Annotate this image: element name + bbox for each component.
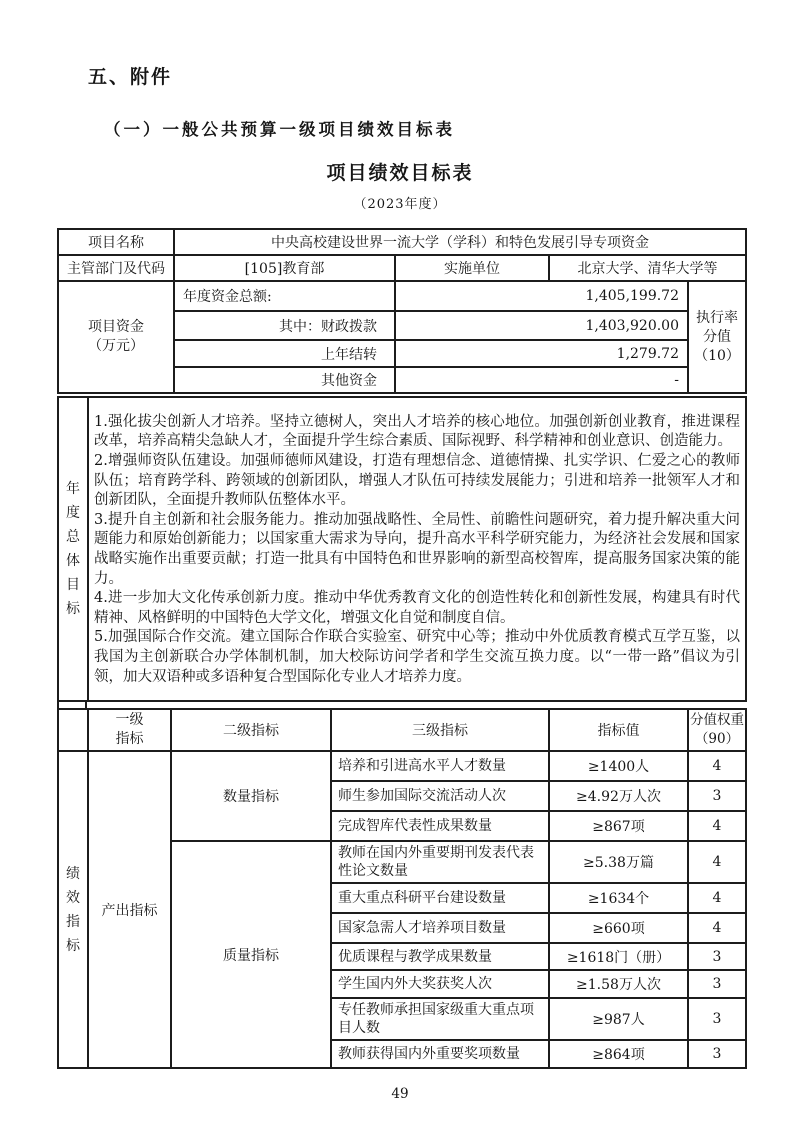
funding-other-value: -	[395, 367, 688, 393]
funding-fiscal-value: 1,403,920.00	[395, 311, 688, 340]
indicator-name: 完成智库代表性成果数量	[331, 811, 549, 841]
table-subtitle: （2023年度）	[353, 197, 447, 212]
level1-header-line2: 指标	[115, 731, 144, 747]
level2-header: 二级指标	[171, 709, 331, 751]
implementing-unit-label: 实施单位	[395, 255, 549, 281]
indicator-value: ≥987人	[549, 998, 688, 1040]
annual-goals-vertical-label: 年度总体目标	[58, 397, 88, 701]
indicator-weight: 3	[688, 970, 746, 998]
indicator-value: ≥660项	[549, 913, 688, 943]
funding-total-value: 1,405,199.72	[395, 281, 688, 311]
goal-paragraph-1: 1.强化拔尖创新人才培养。坚持立德树人，突出人才培养的核心地位。加强创新创业教育，推进课程改革，培养高精尖急缺人才，全面提升学生综合素质、国际视野、科学精神和创业意识、创造能力。	[94, 413, 740, 450]
funding-fiscal-label: 其中：财政拨款	[174, 311, 395, 340]
indicator-name: 教师获得国内外重要奖项数量	[331, 1040, 549, 1068]
level2-quality-label: 质量指标	[171, 841, 331, 1068]
indicator-name: 师生参加国际交流活动人次	[331, 781, 549, 811]
department-label: 主管部门及代码	[58, 255, 174, 281]
tables-region	[57, 228, 745, 1069]
funding-total-label: 年度资金总额:	[174, 281, 395, 311]
level3-header: 三级指标	[331, 709, 549, 751]
indicator-name: 教师在国内外重要期刊发表代表性论文数量	[331, 841, 549, 883]
weight-header-line1: 分值权重	[690, 712, 744, 728]
indicator-name: 重大重点科研平台建设数量	[331, 883, 549, 913]
left-column-border-stub	[57, 702, 87, 708]
funding-other-label: 其他资金	[174, 367, 395, 393]
indicator-weight: 4	[688, 811, 746, 841]
annual-goals-text	[88, 397, 746, 701]
funding-carryover-label: 上年结转	[174, 340, 395, 367]
project-name-value: 中央高校建设世界一流大学（学科）和特色发展引导专项资金	[174, 229, 746, 255]
performance-vertical-label: 绩效指标	[58, 751, 88, 1068]
indicator-name: 国家急需人才培养项目数量	[331, 913, 549, 943]
indicator-value: ≥864项	[549, 1040, 688, 1068]
project-name-label: 项目名称	[58, 229, 174, 255]
funding-label-line2: （万元）	[88, 338, 144, 354]
indicator-value: ≥4.92万人次	[549, 781, 688, 811]
indicator-weight: 3	[688, 781, 746, 811]
indicator-value: ≥1400人	[549, 751, 688, 781]
indicator-weight: 4	[688, 841, 746, 883]
indicator-value: ≥867项	[549, 811, 688, 841]
level2-quantity-label: 数量指标	[171, 751, 331, 841]
goal-paragraph-4: 4.进一步加大文化传承创新力度。推动中华优秀教育文化的创造性转化和创新性发展，构建具有时代精神、风格鲜明的中国特色大学文化，增强文化自觉和制度自信。	[94, 590, 740, 626]
funding-total-row	[58, 281, 746, 311]
level1-header-line1: 一级	[115, 712, 144, 728]
annual-goals-table	[57, 396, 747, 702]
goal-paragraph-5: 5.加强国际合作交流。建立国际合作联合实验室、研究中心等；推动中外优质教育模式互学互鉴，以我国为主创新联合办学体制机制，加大校际访问学者和学生交流互换力度。以“一带一路”倡议为引领，加大双语种或多语种复合型国际化专业人才培养力度。	[94, 629, 740, 685]
execution-rate-line3: （10）	[694, 347, 740, 364]
indicator-value: ≥1634个	[549, 883, 688, 913]
indicator-weight: 3	[688, 998, 746, 1040]
indicator-value: ≥5.38万篇	[549, 841, 688, 883]
implementing-unit-value: 北京大学、清华大学等	[549, 255, 746, 281]
indicators-header-row	[58, 709, 746, 751]
indicator-name: 专任教师承担国家级重大重点项目人数	[331, 998, 549, 1040]
department-row	[58, 255, 746, 281]
corner-cell	[58, 709, 88, 751]
funding-carryover-value: 1,279.72	[395, 340, 688, 367]
level1-output-label: 产出指标	[88, 751, 171, 1068]
indicator-weight: 3	[688, 1040, 746, 1068]
funding-label-line1: 项目资金	[88, 319, 144, 335]
indicator-name: 优质课程与教学成果数量	[331, 943, 549, 970]
indicator-row	[58, 751, 746, 781]
indicator-weight: 4	[688, 913, 746, 943]
project-name-row	[58, 229, 746, 255]
execution-rate-label	[688, 281, 746, 393]
funding-label	[58, 281, 174, 393]
level1-header	[88, 709, 171, 751]
value-header: 指标值	[549, 709, 688, 751]
weight-header-line2: （90）	[694, 731, 740, 747]
indicator-name: 学生国内外大奖获奖人次	[331, 970, 549, 998]
weight-header	[688, 709, 746, 751]
execution-rate-line1: 执行率	[696, 309, 738, 326]
department-value: [105]教育部	[174, 255, 395, 281]
indicator-name: 培养和引进高水平人才数量	[331, 751, 549, 781]
sub-heading: （一）一般公共预算一级项目绩效目标表	[104, 120, 455, 139]
table-gap	[57, 702, 745, 708]
goal-paragraph-3: 3.提升自主创新和社会服务能力。推动加强战略性、全局性、前瞻性问题研究，着力提升解决重大问题能力和原始创新能力；以国家重大需求为导向，提升高水平科学研究能力，为经济社会发展和国家战略实施作出重要贡献；打造一批具有中国特色和世界影响的新型高校智库，提高服务国家决策的能力。	[94, 511, 740, 587]
goal-paragraph-2: 2.增强师资队伍建设。加强师德师风建设，打造有理想信念、道德情操、扎实学识、仁爱之心的教师队伍；培育跨学科、跨领域的创新团队，增强人才队伍可持续发展能力；引进和培养一批领军人才和创新团队，全面提升教师队伍整体水平。	[94, 453, 740, 509]
page-number: 49	[391, 1086, 409, 1102]
indicator-value: ≥1.58万人次	[549, 970, 688, 998]
indicator-value: ≥1618门（册）	[549, 943, 688, 970]
indicator-weight: 4	[688, 883, 746, 913]
execution-rate-line2: 分值	[703, 328, 731, 345]
performance-indicators-table	[57, 708, 747, 1069]
indicator-weight: 3	[688, 943, 746, 970]
section-heading: 五、附件	[88, 66, 173, 88]
annual-goals-row	[58, 397, 746, 701]
table-title: 项目绩效目标表	[326, 162, 474, 184]
project-info-table	[57, 228, 747, 394]
indicator-weight: 4	[688, 751, 746, 781]
